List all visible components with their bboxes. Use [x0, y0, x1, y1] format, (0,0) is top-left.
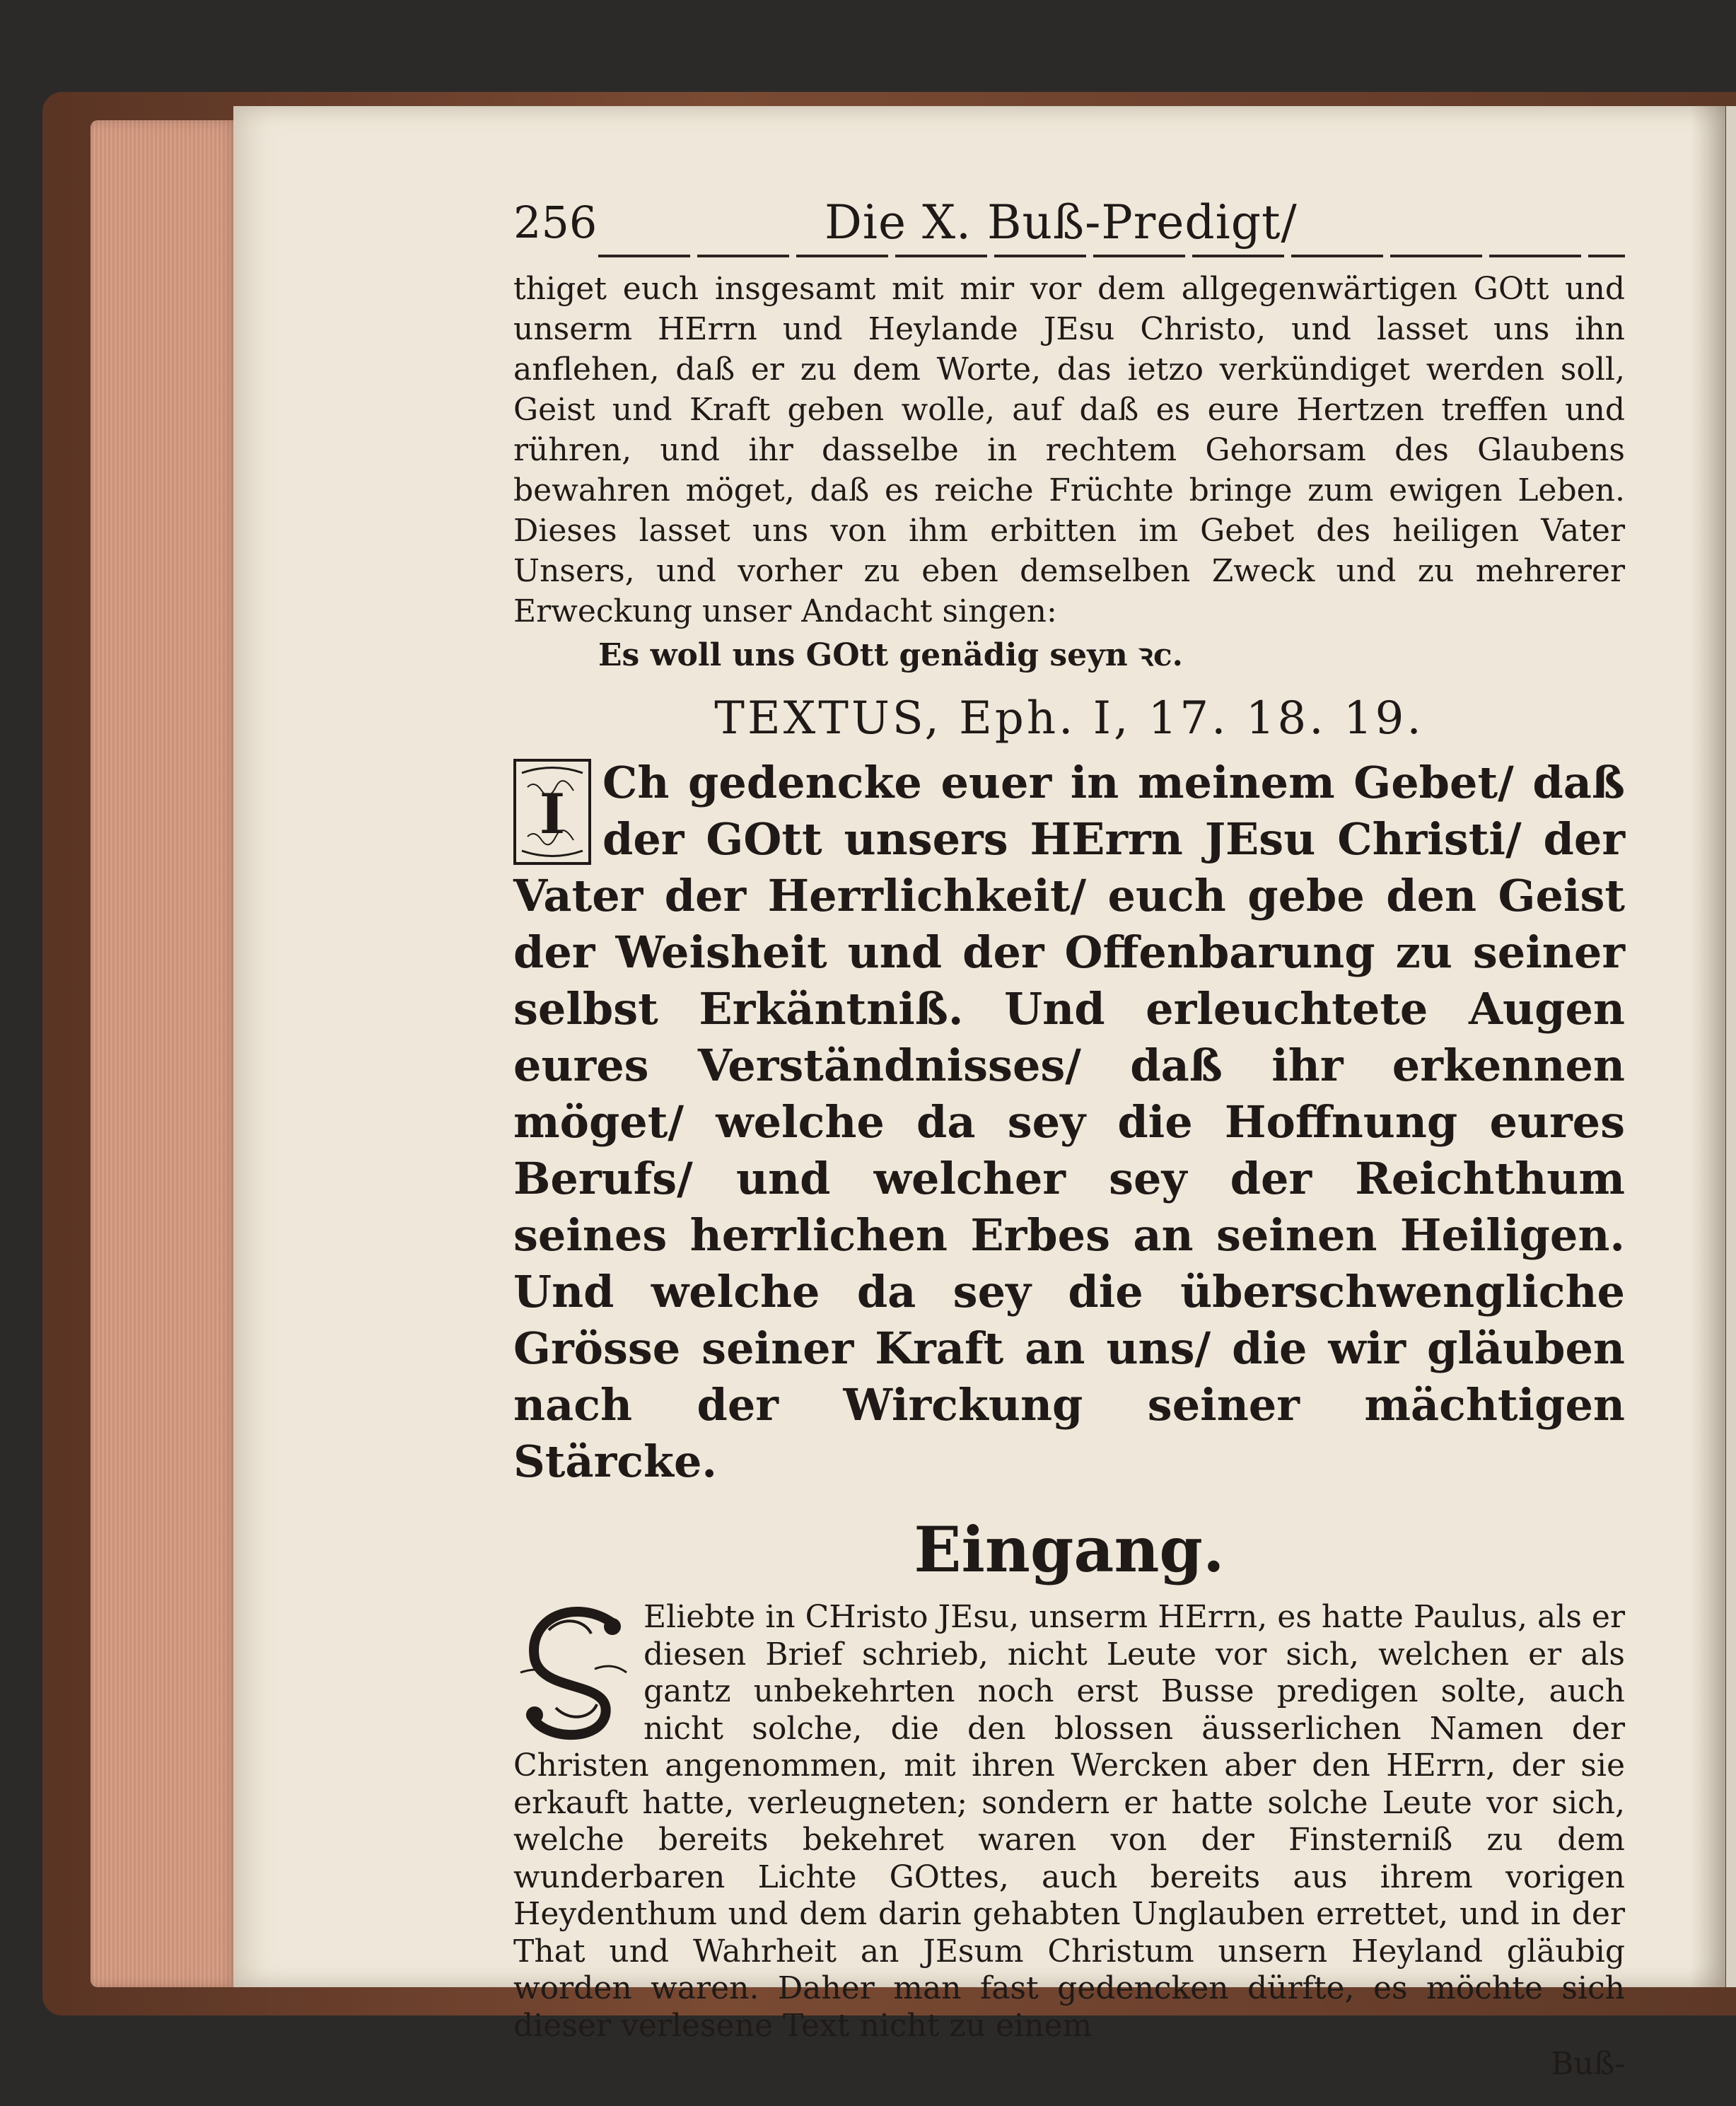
- textus-heading: TEXTUS, Eph. I, 17. 18. 19.: [714, 692, 1424, 745]
- eingang-paragraph: [513, 1599, 1625, 2044]
- svg-text:I: I: [539, 782, 566, 847]
- gutter-shadow: [1690, 106, 1725, 1987]
- scripture-body: Ch gedencke euer in meinem Gebet/ daß der GOtt unsers HErrn JEsu Christi/ der Vater der Herrlichkeit/ euch gebe den Geist der Weisheit und der Offenbarung zu seiner selbst Erkäntniß. Und erleuchtete Augen eures Verständnisses/ daß ihr erkennen möget/ welche da sey die Hoffnung eures Berufs/ und welcher sey der Reichthum seines herrlichen Erbes an seinen Heiligen. Und welche da sey die überschwengliche Grösse seiner Kraft an uns/ die wir gläuben nach der Wirckung seiner mächtigen Stärcke.: [513, 757, 1625, 1487]
- ornamental-initial-g: [513, 1602, 634, 1743]
- intro-paragraph: thiget euch insgesamt mit mir vor dem allgegenwärtigen GOtt und unserm HErrn und Heylande JEsu Christo, und lasset uns ihn anflehen, daß er zu dem Worte, das ietzo verkündiget werden soll, Geist und Kraft geben wolle, auf daß es eure Hertzen treffen und rühren, und ihr dasselbe in rechtem Gehorsam des Glaubens bewahren möget, daß es reiche Früchte bringe zum ewigen Leben. Dieses lasset uns von ihm erbitten im Gebet des heiligen Vater Unsers, und vorher zu eben demselben Zweck und zu mehrerer Erweckung unser Andacht singen:: [513, 271, 1625, 629]
- section-heading-eingang: Eingang.: [914, 1513, 1225, 1586]
- page-header: [513, 191, 1625, 262]
- hymn-line: Es woll uns GOtt genädig seyn ꝛc.: [598, 637, 1183, 673]
- header-rule: [598, 255, 1625, 257]
- ornamental-initial-i: [513, 759, 591, 865]
- page-number: 256: [513, 197, 598, 248]
- text-block: [513, 191, 1625, 2084]
- eingang-body: Eliebte in CHristo JEsu, unserm HErrn, es hatte Paulus, als er diesen Brief schrieb, nicht Leute vor sich, welchen er als gantz unbekehrten noch erst Busse predigen solte, auch nicht solche, die den blossen äusserlichen Namen der Christen angenommen, mit ihren Wercken aber den HErrn, der sie erkauft hatte, verleugneten; sondern er hatte solche Leute vor sich, welche bereits bekehret waren von der Finsterniß zu dem wunderbaren Lichte GOttes, auch bereits aus ihrem vorigen Heydenthum und dem darin gehabten Unglauben errettet, und in der That und Wahrheit an JEsum Christum unsern Heyland gläubig worden waren. Daher man fast gedencken dürfte, es möchte sich dieser verlesene Text nicht zu einem: [513, 1599, 1625, 2044]
- svg-text:G: G: [573, 1736, 574, 1737]
- facing-page-edge: [1726, 106, 1736, 1987]
- page-fore-edge: [91, 120, 239, 1987]
- catchword: Buß-: [1551, 2046, 1625, 2082]
- scripture-text: [513, 755, 1625, 1490]
- running-head: Die X. Buß-Predigt/: [825, 195, 1298, 250]
